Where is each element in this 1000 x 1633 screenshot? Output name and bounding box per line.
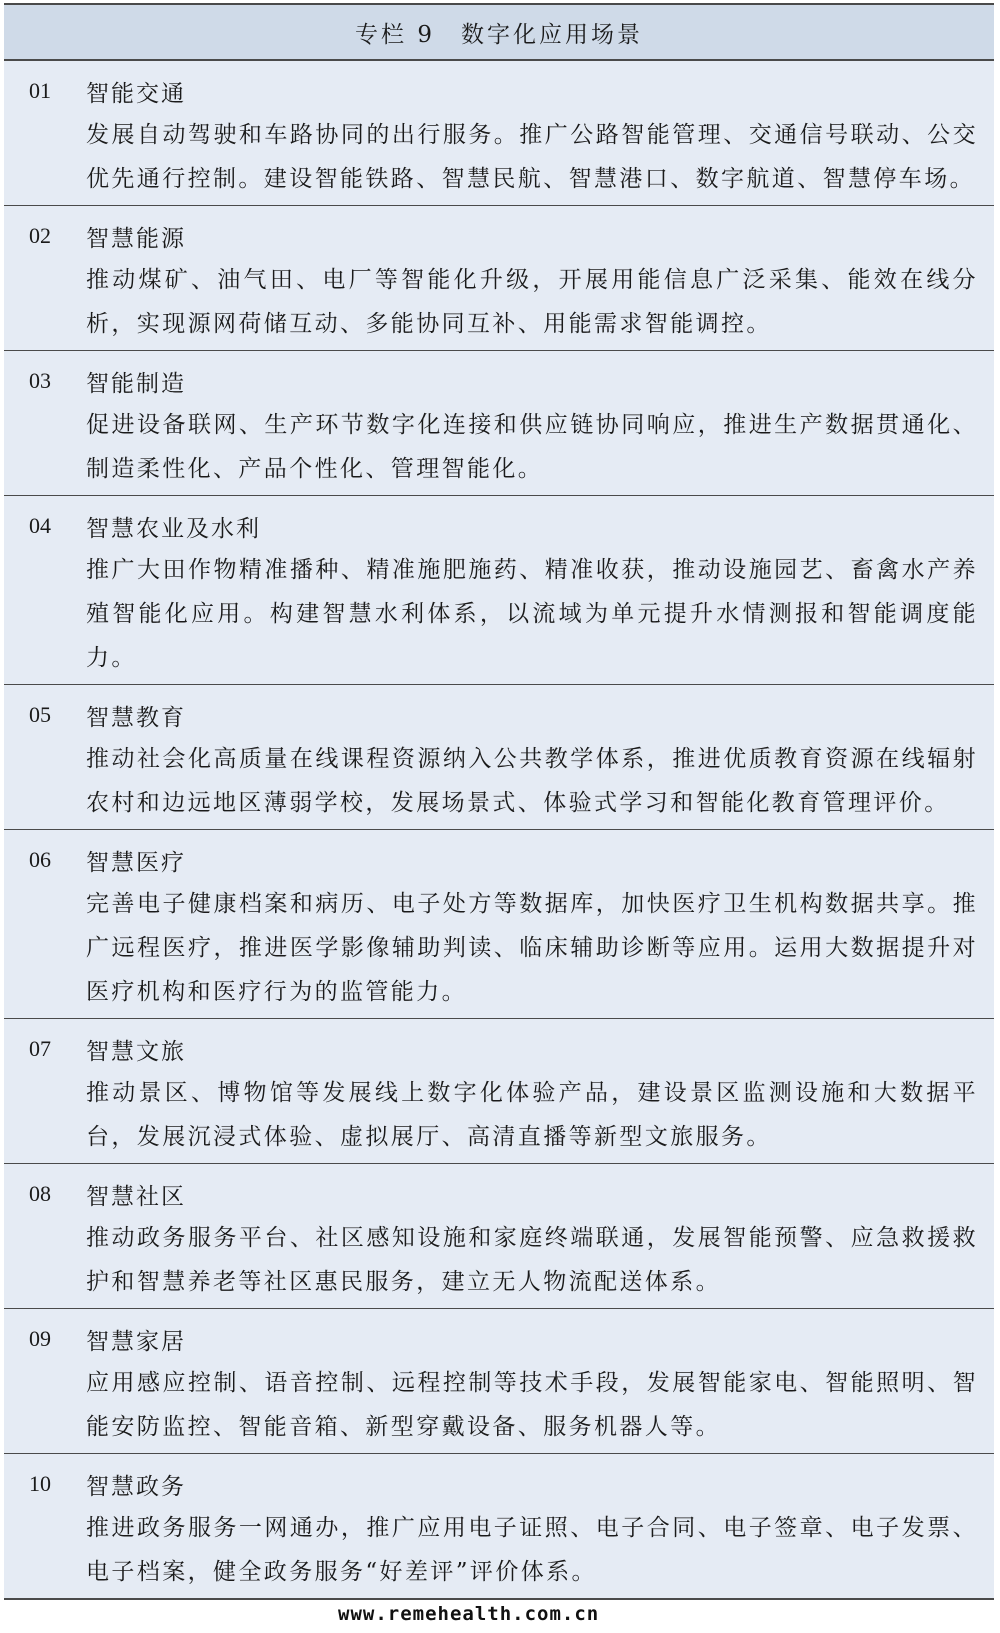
row-description: 发展自动驾驶和车路协同的出行服务。推广公路智能管理、交通信号联动、公交优先通行控制。建设智能铁路、智慧民航、智慧港口、数字航道、智慧停车场。 <box>86 122 978 192</box>
column-label: 专栏 9 <box>355 21 435 48</box>
row-title: 智慧教育 <box>86 704 186 731</box>
row-title: 智能交通 <box>86 80 186 107</box>
row-description: 推广大田作物精准播种、精准施肥施药、精准收获，推动设施园艺、畜禽水产养殖智能化应用。构建智慧水利体系，以流域为单元提升水情测报和智能调度能力。 <box>86 557 978 671</box>
row-title: 智慧农业及水利 <box>86 515 261 542</box>
row-description: 推动景区、博物馆等发展线上数字化体验产品，建设景区监测设施和大数据平台，发展沉浸式体验、虚拟展厅、高清直播等新型文旅服务。 <box>86 1080 978 1150</box>
row-title: 智慧政务 <box>86 1473 186 1500</box>
row-description: 推动煤矿、油气田、电厂等智能化升级，开展用能信息广泛采集、能效在线分析，实现源网荷储互动、多能协同互补、用能需求智能调控。 <box>86 267 978 337</box>
table-row <box>4 206 994 351</box>
row-number: 02 <box>29 223 51 248</box>
row-title: 智慧文旅 <box>86 1038 186 1065</box>
row-title: 智慧家居 <box>86 1328 186 1355</box>
row-number: 08 <box>29 1181 51 1206</box>
row-number: 06 <box>29 847 51 872</box>
table-row <box>4 1019 994 1164</box>
row-title: 智慧能源 <box>86 225 186 252</box>
row-description: 推动社会化高质量在线课程资源纳入公共教学体系，推进优质教育资源在线辐射农村和边远地区薄弱学校，发展场景式、体验式学习和智能化教育管理评价。 <box>86 746 978 816</box>
table-header <box>4 5 994 61</box>
table-row <box>4 496 994 685</box>
row-number: 03 <box>29 368 51 393</box>
table-row <box>4 685 994 830</box>
row-title: 智慧医疗 <box>86 849 186 876</box>
table-row <box>4 830 994 1019</box>
row-title: 智能制造 <box>86 370 186 397</box>
table-title: 数字化应用场景 <box>460 21 643 48</box>
row-description: 应用感应控制、语音控制、远程控制等技术手段，发展智能家电、智能照明、智能安防监控、智能音箱、新型穿戴设备、服务机器人等。 <box>86 1370 978 1440</box>
table-row <box>4 61 994 206</box>
row-title: 智慧社区 <box>86 1183 186 1210</box>
row-number: 10 <box>29 1471 51 1496</box>
row-description: 完善电子健康档案和病历、电子处方等数据库，加快医疗卫生机构数据共享。推广远程医疗，推进医学影像辅助判读、临床辅助诊断等应用。运用大数据提升对医疗机构和医疗行为的监管能力。 <box>86 891 978 1005</box>
row-description: 促进设备联网、生产环节数字化连接和供应链协同响应，推进生产数据贯通化、制造柔性化、产品个性化、管理智能化。 <box>86 412 978 482</box>
table-row <box>4 1454 994 1598</box>
table-row <box>4 1164 994 1309</box>
feature-table <box>4 3 994 1600</box>
row-number: 07 <box>29 1036 51 1061</box>
row-number: 05 <box>29 702 51 727</box>
row-description: 推动政务服务平台、社区感知设施和家庭终端联通，发展智能预警、应急救援救护和智慧养老等社区惠民服务，建立无人物流配送体系。 <box>86 1225 978 1295</box>
watermark: www.remehealth.com.cn <box>338 1603 600 1625</box>
row-number: 01 <box>29 78 51 103</box>
table-row <box>4 351 994 496</box>
row-number: 04 <box>29 513 51 538</box>
table-row <box>4 1309 994 1454</box>
row-description: 推进政务服务一网通办，推广应用电子证照、电子合同、电子签章、电子发票、电子档案，健全政务服务“好差评”评价体系。 <box>86 1515 978 1585</box>
row-number: 09 <box>29 1326 51 1351</box>
